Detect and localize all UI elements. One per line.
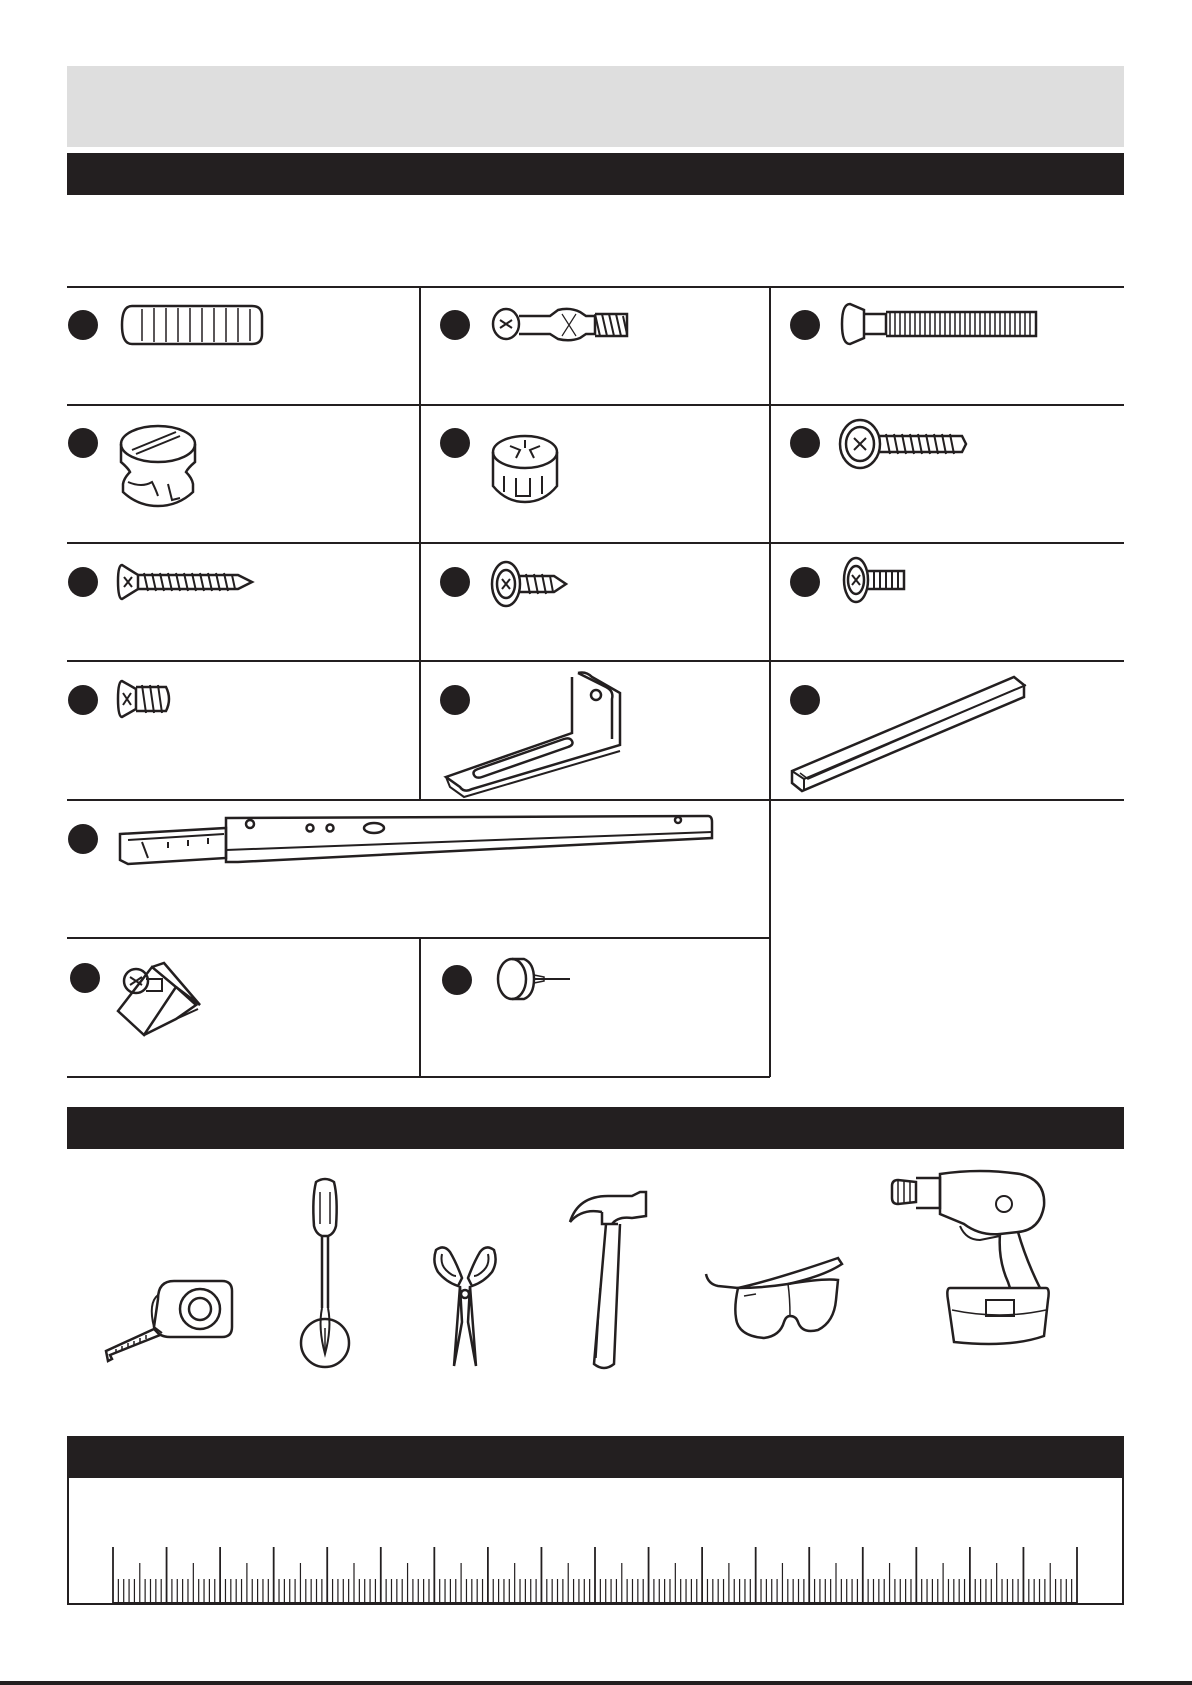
page-bottom-rule — [0, 1681, 1192, 1685]
